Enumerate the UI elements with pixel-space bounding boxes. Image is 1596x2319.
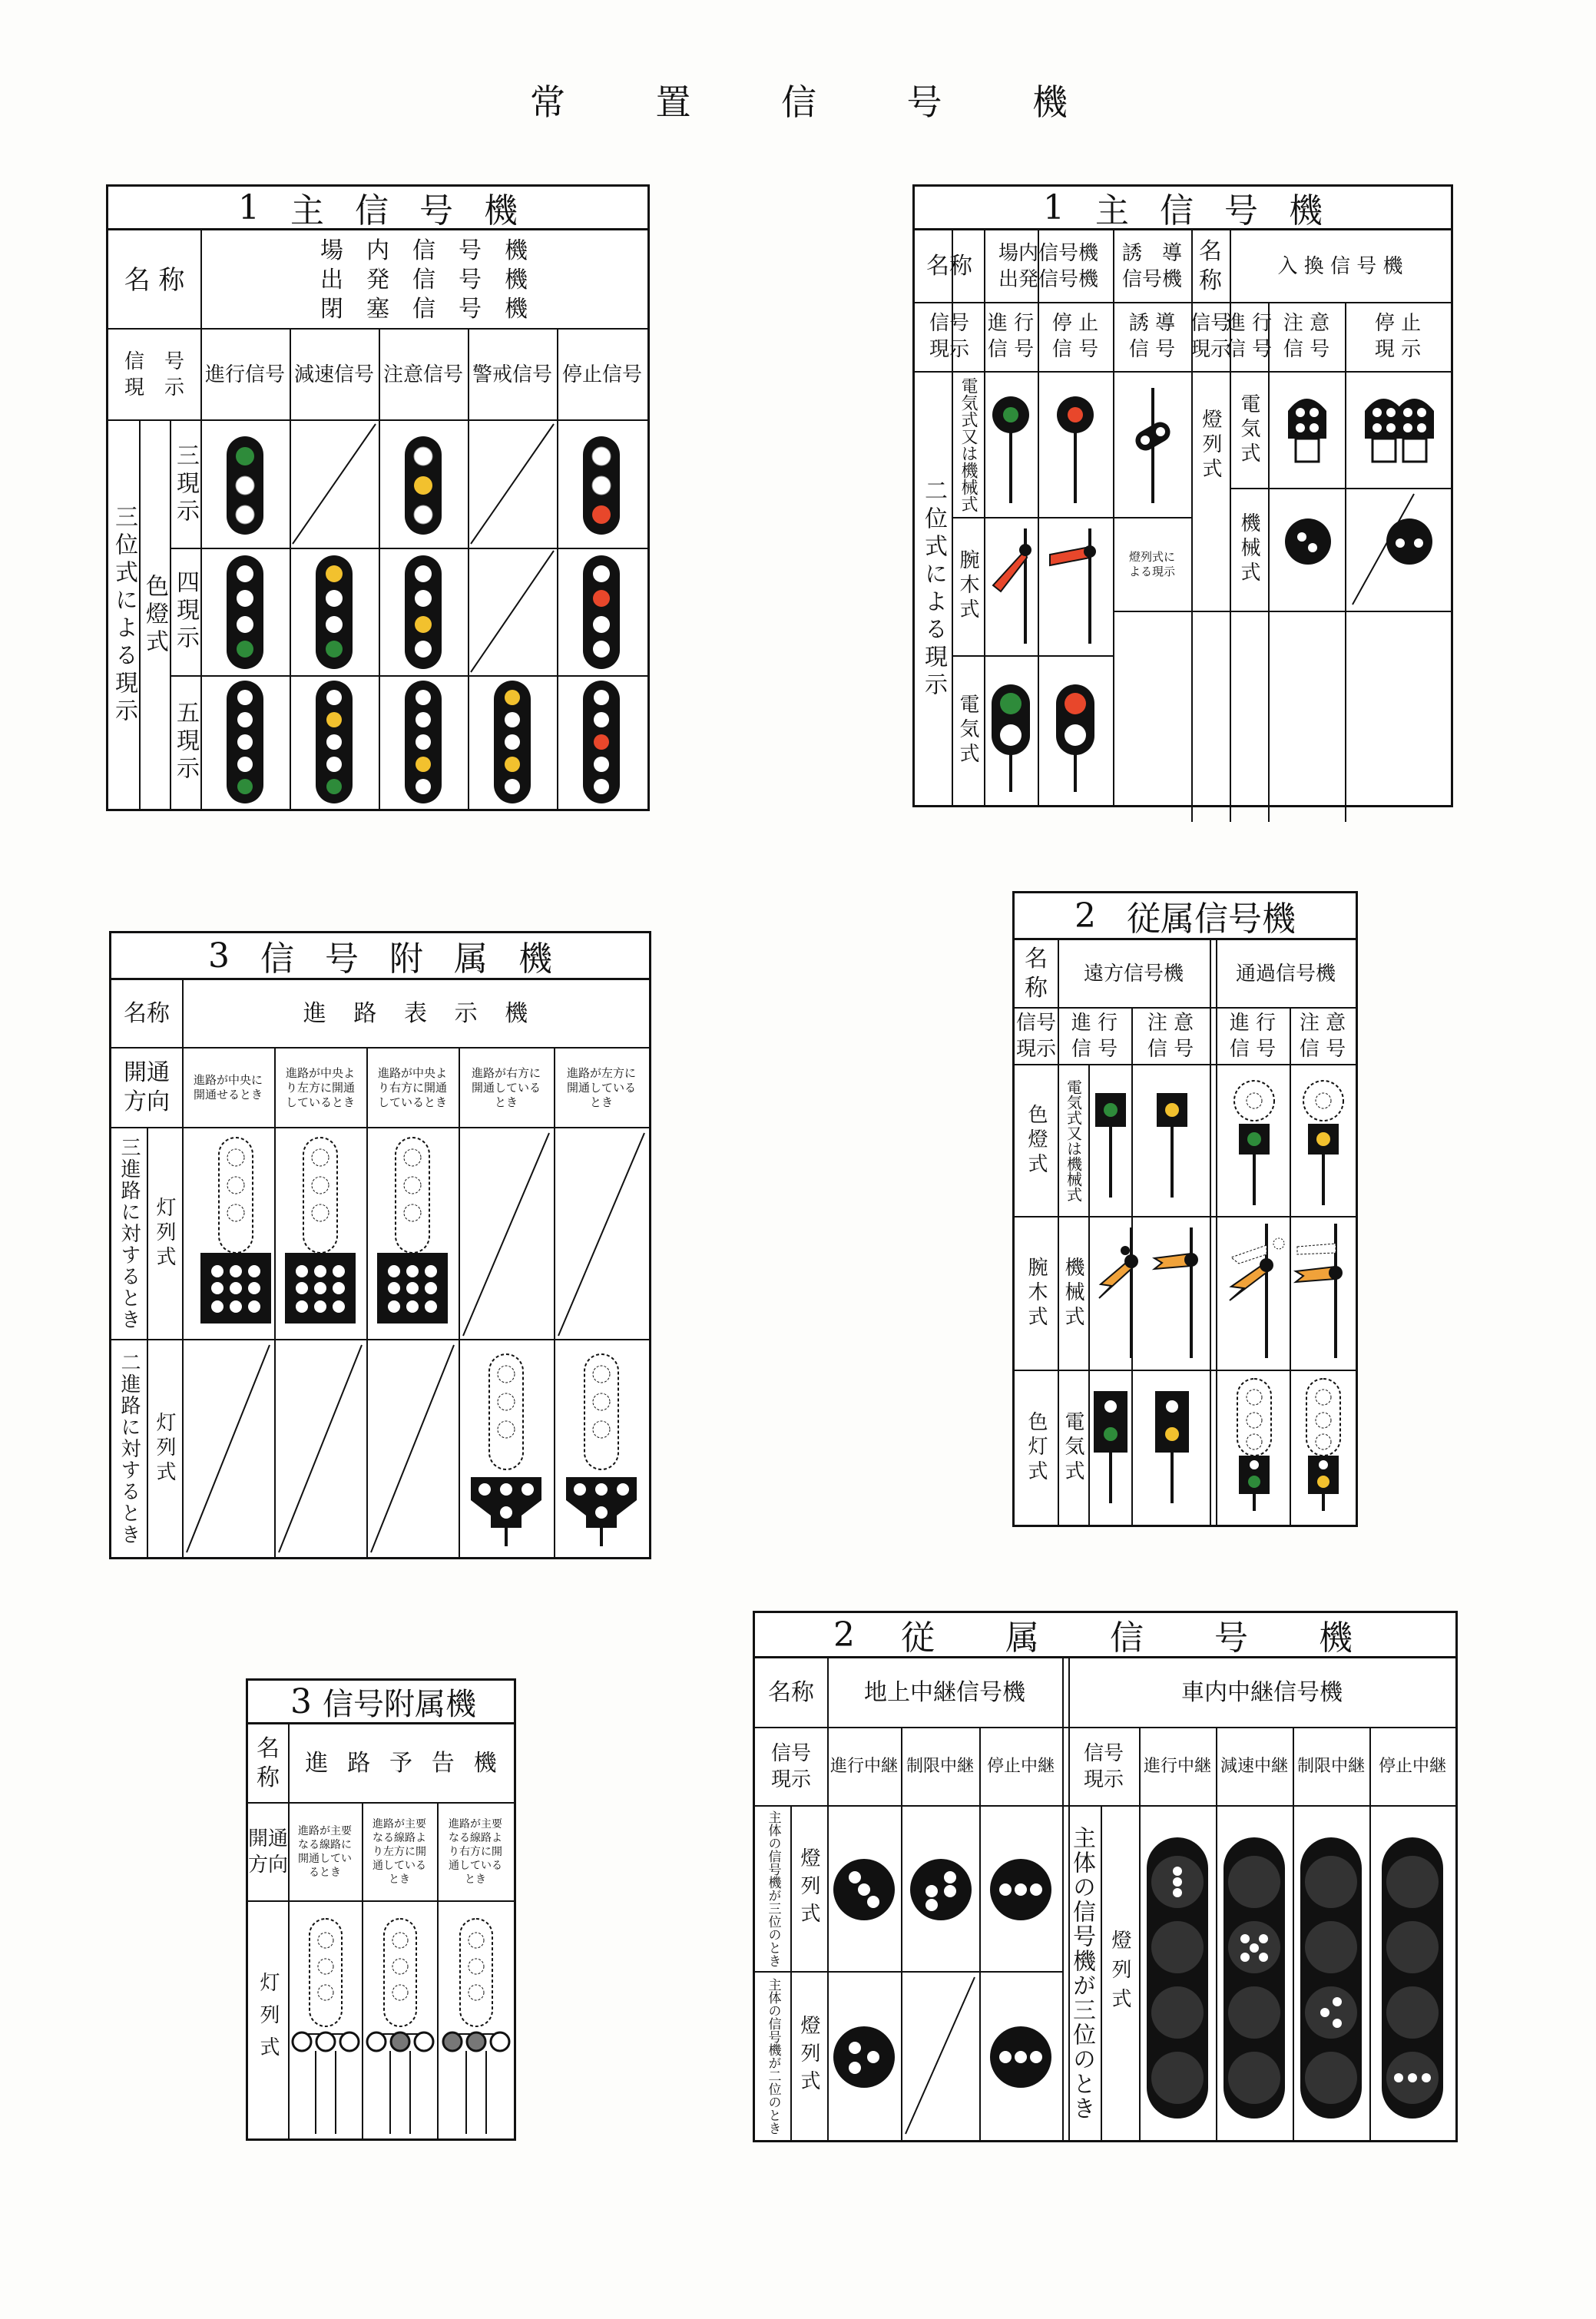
- distant-light-caution: [1153, 1391, 1191, 1506]
- page-title-char: 機: [1032, 81, 1068, 123]
- signal-head-4-reduce: [316, 555, 353, 669]
- cab-repeater-reduce: [1222, 1836, 1286, 2120]
- signal-disc-proceed: [992, 396, 1030, 503]
- signal-head-3-caution: [405, 436, 442, 535]
- aspect-header: 進行信号: [204, 363, 285, 386]
- signal-name: 遠方信号機: [1083, 962, 1184, 986]
- route-forecast-right: [443, 1919, 509, 2134]
- signal-2light-stop: [1056, 684, 1094, 792]
- row-label: 主体の信号機が二位のとき: [765, 1978, 781, 2135]
- row-label: 色灯式: [1025, 1411, 1048, 1485]
- direction-header: 進路が中央よ り右方に開通 しているとき: [377, 1065, 447, 1109]
- name-label: 名称: [768, 1678, 814, 1706]
- aspect-header: 注 意 信 号: [1283, 312, 1330, 361]
- side-label: 二位式による現示: [920, 478, 947, 700]
- table-title: 2 従属信号機: [1015, 893, 1356, 940]
- shunt-disc-proceed: [1283, 517, 1333, 566]
- cab-row-label: 主体の信号機が三位のとき: [1068, 1826, 1095, 2121]
- repeater-stop: [988, 2025, 1053, 2089]
- row-label: 腕木式: [1025, 1257, 1048, 1330]
- signal-head-4-caution: [405, 555, 442, 669]
- distant-semaphore-proceed: [1094, 1227, 1148, 1358]
- signal-head-5-stop: [583, 681, 620, 803]
- kind-label: 灯列式: [257, 1972, 280, 2069]
- direction-header: 進路が中央よ り左方に開通 しているとき: [285, 1065, 355, 1109]
- kind-label: 灯列式: [153, 1197, 176, 1270]
- page-title-char: 置: [655, 81, 691, 123]
- direction-header: 進路が右方に 開通している とき: [471, 1065, 541, 1109]
- aspect-label: 信号 現示: [929, 312, 969, 361]
- distant-signal-caution: [1153, 1093, 1191, 1201]
- table-title: 1 主 信 号 機: [915, 187, 1451, 230]
- kind-label: 燈列式: [797, 2015, 820, 2098]
- row-label: 二進路に対するとき: [118, 1352, 141, 1545]
- route-forecast-main: [293, 1919, 359, 2134]
- signal-name: 入 換 信 号 機: [1277, 254, 1403, 278]
- shunt-lamp-proceed: [1283, 393, 1331, 469]
- direction-label: 開通 方向: [124, 1059, 170, 1115]
- direction-header: 進路が主要 なる線路よ り左方に開 通している とき: [373, 1818, 426, 1886]
- name-list: [200, 230, 647, 330]
- aspect-label: 信号 現示: [1083, 1742, 1124, 1791]
- cab-repeater-proceed: [1145, 1836, 1210, 2120]
- semaphore-proceed: [988, 528, 1038, 644]
- passing-light-proceed: [1233, 1379, 1276, 1513]
- name-label: 名 称: [257, 1734, 280, 1791]
- repeater-restricted: [909, 1857, 973, 1922]
- direction-header: 進路が主要 なる線路に 開通してい るとき: [298, 1825, 352, 1879]
- page-title-char: 号: [906, 81, 942, 123]
- row-sublabel: 機械式: [1061, 1257, 1084, 1330]
- route-indicator-2-left: [561, 1354, 641, 1546]
- aspect-header: 停 止 信 号: [1051, 312, 1099, 361]
- shunt-type: 燈列式: [1199, 409, 1222, 482]
- aspect-header: 停 止 現 示: [1374, 312, 1422, 361]
- kind-label: 燈列式: [1108, 1930, 1131, 2017]
- signal-name: 場内信号機 出発信号機: [998, 241, 1098, 291]
- distant-signal-proceed: [1091, 1093, 1130, 1201]
- signal-head-3-stop: [583, 436, 620, 535]
- aspect-header: 進 行 信 号: [1071, 1012, 1118, 1061]
- blank-diagonal: [274, 1340, 366, 1557]
- aspect-header: 停止中継: [986, 1757, 1055, 1776]
- aspect-header: 進行中継: [1143, 1757, 1211, 1776]
- aspect-label: 信号 現示: [1015, 1012, 1056, 1061]
- aspect-header: 進 行 信 号: [1229, 1012, 1276, 1061]
- direction-header: 進路が主要 なる線路よ り右方に開 通している とき: [449, 1818, 502, 1886]
- signal-head-5-restricted: [494, 681, 531, 803]
- aspect-header: 注 意 信 号: [1299, 1012, 1346, 1061]
- blank-diagonal: [901, 1973, 979, 2140]
- table-route-forecast: [246, 1678, 516, 2141]
- table-title: 1 主 信 号 機: [108, 187, 647, 230]
- passing-light-caution: [1302, 1379, 1345, 1513]
- distant-semaphore-caution: [1151, 1227, 1205, 1358]
- semaphore-stop: [1050, 528, 1104, 644]
- blank-diagonal: [468, 548, 557, 675]
- guide-signal: [1130, 388, 1176, 503]
- distant-light-proceed: [1091, 1391, 1130, 1506]
- cab-repeater-restricted: [1299, 1836, 1363, 2120]
- row-sublabel: 電気式又は機械式: [1064, 1079, 1083, 1202]
- aspect-header: 制限中継: [1296, 1757, 1365, 1776]
- guide-note: 燈列式に よる現示: [1128, 550, 1175, 578]
- route-forecast-left: [367, 1919, 433, 2134]
- table-main-signal-two-position: [912, 184, 1453, 807]
- table-title: 3 信 号 附 属 機: [111, 933, 649, 980]
- aspect-header: 停止信号: [561, 363, 642, 386]
- signal-name: 閉 塞 信 号 機: [320, 296, 528, 323]
- aspect-header: 進 行 信 号: [987, 312, 1035, 361]
- row-label: 色燈式: [1025, 1104, 1048, 1178]
- side2-label: 色燈式: [141, 573, 168, 657]
- signal-name: 車内中継信号機: [1181, 1678, 1343, 1706]
- cab-repeater-stop: [1380, 1836, 1445, 2120]
- aspect-header: 注意信号: [382, 363, 463, 386]
- signal-disc-stop: [1056, 396, 1094, 503]
- page-title-char: 信: [781, 81, 816, 123]
- shunt-type: 電気式: [1237, 393, 1260, 467]
- route-indicator-left: [282, 1138, 359, 1330]
- direction-label: 開通 方向: [248, 1827, 289, 1877]
- table-route-indicator: [109, 931, 651, 1559]
- aspect-header: 警戒信号: [472, 363, 552, 386]
- table-title: 2 従 属 信 号 機: [755, 1613, 1455, 1658]
- blank-diagonal: [366, 1340, 459, 1557]
- aspect-header: 注 意 信 号: [1147, 1012, 1194, 1061]
- shunt-lamp-stop: [1391, 393, 1439, 469]
- table-subsidiary-distant-passing: [1012, 891, 1358, 1527]
- route-indicator-center: [197, 1138, 274, 1330]
- passing-signal-caution: [1300, 1078, 1346, 1208]
- signal-head-4-proceed: [227, 555, 263, 669]
- aspect-label: 信 号 現 示: [124, 350, 184, 399]
- side-label: 三位式による現示: [111, 504, 137, 726]
- signal-head-4-stop: [583, 555, 620, 669]
- direction-header: 進路が中央に 開通せるとき: [193, 1073, 263, 1102]
- row-label: 主体の信号機が三位のとき: [765, 1810, 781, 1967]
- aspect-header: 減速中継: [1220, 1757, 1288, 1776]
- shunt-type: 機械式: [1237, 512, 1260, 586]
- blank-diagonal: [554, 1128, 649, 1339]
- route-indicator-right: [374, 1138, 451, 1330]
- aspect-header: 制限中継: [906, 1757, 974, 1776]
- blank-diagonal: [459, 1128, 554, 1339]
- table-title: 3 信号附属機: [248, 1681, 514, 1724]
- type-label: 腕木式: [956, 549, 979, 623]
- aspect-header: 進行中継: [829, 1757, 898, 1776]
- aspect-header: 停止中継: [1378, 1757, 1446, 1776]
- repeater-proceed: [832, 1857, 896, 1922]
- device-name: 進 路 予 告 機: [305, 1749, 497, 1777]
- blank-diagonal: [182, 1340, 274, 1557]
- name-label: 名称: [926, 252, 972, 280]
- page-title-char: 常: [530, 81, 565, 123]
- signal-2light-proceed: [992, 684, 1030, 792]
- passing-signal-proceed: [1231, 1078, 1277, 1208]
- row-label: 三進路に対するとき: [118, 1137, 141, 1330]
- type-label: 電気式: [956, 693, 979, 767]
- aspect-header: 誘 導 信 号: [1128, 312, 1176, 361]
- aspect-header: 進 行 信 号: [1225, 312, 1273, 361]
- blank-diagonal: [468, 421, 557, 548]
- signal-name: 場 内 信 号 機: [320, 237, 528, 264]
- type-label: 電気式又は機械式: [959, 377, 978, 512]
- device-name: 進 路 表 示 機: [303, 1000, 528, 1027]
- aspect-header: 減速信号: [293, 363, 374, 386]
- signal-name: 出 発 信 号 機: [320, 267, 528, 293]
- row-sublabel: 電気式: [1061, 1411, 1084, 1485]
- signal-name: 通過信号機: [1235, 962, 1336, 986]
- aspect-label: 信号 現示: [770, 1742, 811, 1791]
- signal-name: 地上中継信号機: [864, 1678, 1025, 1706]
- kind-label: 灯列式: [153, 1412, 176, 1486]
- page-title: [530, 75, 1068, 129]
- route-indicator-2-right: [466, 1354, 546, 1546]
- name-label: 名称: [124, 1000, 170, 1027]
- row-label: 三現示: [172, 442, 199, 526]
- name-label: 名称: [1025, 945, 1048, 1002]
- signal-head-5-caution: [405, 681, 442, 803]
- row-label: 五現示: [172, 701, 199, 783]
- signal-head-5-proceed: [227, 681, 263, 803]
- table-main-signal-color-light: [106, 184, 650, 811]
- repeater-proceed: [832, 2025, 896, 2089]
- direction-header: 進路が左方に 開通している とき: [566, 1065, 636, 1109]
- aspect-label: 信号 現示: [1190, 312, 1231, 361]
- passing-semaphore-proceed: [1220, 1224, 1290, 1358]
- shunt-disc-stop: [1385, 517, 1434, 566]
- signal-head-3-proceed: [227, 436, 263, 535]
- row-label: 四現示: [172, 570, 199, 653]
- repeater-stop: [988, 1857, 1053, 1922]
- passing-semaphore-caution: [1290, 1224, 1356, 1358]
- name-label: 名称: [1199, 237, 1222, 294]
- signal-name: 誘 導 信号機: [1121, 241, 1182, 291]
- kind-label: 燈列式: [797, 1847, 820, 1930]
- table-repeater-signal: [753, 1611, 1458, 2142]
- blank-diagonal: [290, 421, 379, 548]
- signal-head-5-reduce: [316, 681, 353, 803]
- name-label: 名 称: [124, 265, 185, 296]
